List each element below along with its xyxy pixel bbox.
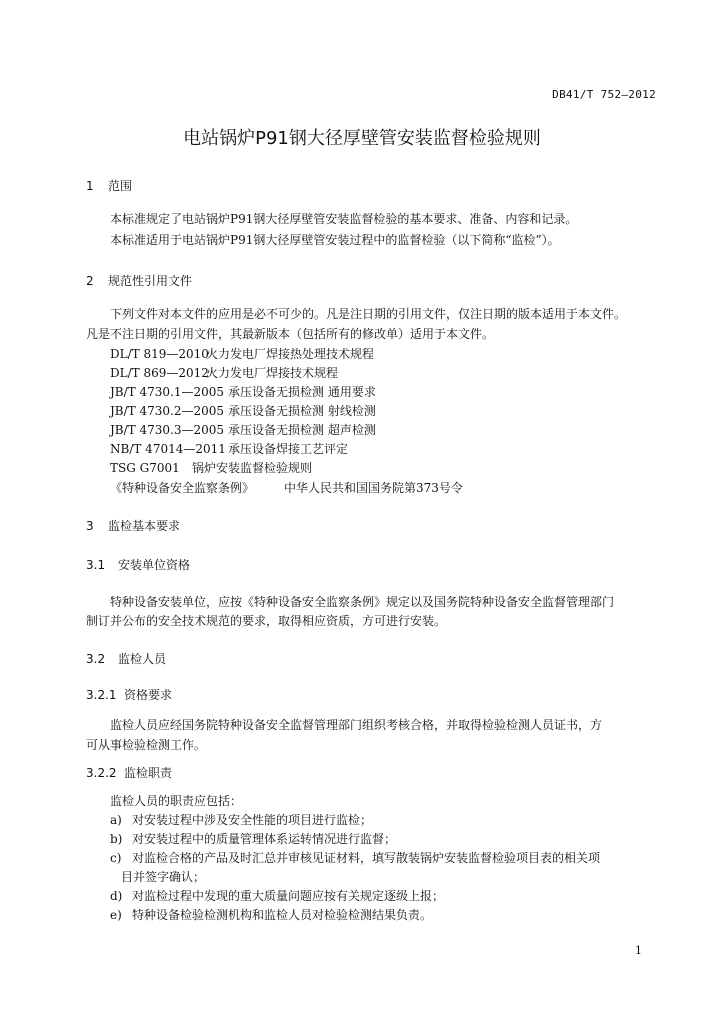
section-title: 监检基本要求 bbox=[108, 519, 181, 533]
reference-item bbox=[110, 421, 680, 440]
reference-item bbox=[110, 402, 680, 421]
list-text: 对安装过程中的质量管理体系运转情况进行监督； bbox=[132, 832, 397, 846]
sec2-intro-line-1: 下列文件对本文件的应用是必不可少的。凡是注日期的引用文件，仅注日期的版本适用于本文件。 bbox=[110, 307, 627, 321]
section-number: 1 bbox=[86, 179, 94, 193]
reference-item bbox=[110, 479, 680, 498]
list-item bbox=[110, 830, 680, 849]
reference-code: NB/T 47014—2011 bbox=[110, 442, 226, 456]
list-text: 对监检过程中发现的重大质量问题应按有关规定逐级上报； bbox=[132, 889, 445, 903]
list-label: d) bbox=[110, 889, 123, 903]
list-text: 对监检合格的产品及时汇总并审核见证材料，填写散装锅炉安装监督检验项目表的相关项 bbox=[132, 851, 601, 865]
section-number: 2 bbox=[86, 274, 94, 288]
reference-item bbox=[110, 383, 680, 402]
reference-title: 火力发电厂焊接热处理技术规程 bbox=[206, 347, 375, 361]
subsection-3-2-heading bbox=[86, 650, 166, 667]
list-item bbox=[110, 906, 680, 925]
list-text: 对安装过程中涉及安全性能的项目进行监检； bbox=[132, 813, 373, 827]
subsection-3-1-heading bbox=[86, 556, 190, 573]
subsection-number: 3.1 bbox=[86, 558, 106, 572]
sec3-1-line-1: 特种设备安装单位，应按《特种设备安全监察条例》规定以及国务院特种设备安全监督管理部门 bbox=[110, 595, 615, 609]
sec3-2-2-intro: 监检人员的职责应包括： bbox=[110, 794, 243, 808]
sec3-1-line-2: 制订并公布的安全技术规范的要求，取得相应资质，方可进行安装。 bbox=[86, 614, 447, 628]
section-title: 范围 bbox=[108, 179, 133, 193]
sec3-2-1-line-2: 可从事检验检测工作。 bbox=[86, 738, 207, 752]
subsection-3-2-2-heading bbox=[86, 764, 172, 781]
list-item bbox=[110, 887, 680, 906]
reference-title: 承压设备无损检测 射线检测 bbox=[228, 404, 376, 418]
subsection-title: 安装单位资格 bbox=[118, 558, 191, 572]
list-item bbox=[110, 811, 680, 830]
list-label: a) bbox=[110, 813, 122, 827]
sec1-paragraph-2: 本标准适用于电站锅炉P91钢大径厚壁管安装过程中的监督检验（以下简称“监检”）。 bbox=[110, 233, 560, 247]
reference-item bbox=[110, 440, 680, 459]
list-item-continuation: 目并签字确认； bbox=[121, 870, 206, 884]
section-2-heading bbox=[86, 272, 192, 289]
document-title: 电站锅炉P91钢大径厚壁管安装监督检验规则 bbox=[183, 128, 541, 149]
subsection-number: 3.2 bbox=[86, 652, 106, 666]
subsection-title: 资格要求 bbox=[124, 688, 173, 702]
reference-item bbox=[110, 364, 680, 383]
reference-code: DL/T 819—2010 bbox=[110, 347, 209, 361]
subsection-title: 监检人员 bbox=[118, 652, 167, 666]
list-label: b) bbox=[110, 832, 123, 846]
list-item bbox=[110, 849, 680, 868]
section-3-heading bbox=[86, 517, 180, 534]
reference-title: 承压设备无损检测 超声检测 bbox=[228, 423, 376, 437]
section-number: 3 bbox=[86, 519, 94, 533]
sec2-intro-line-2: 凡是不注日期的引用文件，其最新版本（包括所有的修改单）适用于本文件。 bbox=[86, 327, 495, 341]
reference-title: 承压设备焊接工艺评定 bbox=[228, 442, 349, 456]
subsection-title: 监检职责 bbox=[124, 766, 173, 780]
reference-code: JB/T 4730.1—2005 bbox=[110, 385, 225, 399]
reference-code: DL/T 869—2012 bbox=[110, 366, 209, 380]
reference-code: JB/T 4730.2—2005 bbox=[110, 404, 225, 418]
reference-code: JB/T 4730.3—2005 bbox=[110, 423, 225, 437]
page-number: 1 bbox=[635, 944, 642, 957]
sec1-paragraph-1: 本标准规定了电站锅炉P91钢大径厚壁管安装监督检验的基本要求、准备、内容和记录。 bbox=[110, 212, 578, 226]
reference-title: 中华人民共和国国务院第373号令 bbox=[284, 481, 463, 495]
subsection-3-2-1-heading bbox=[86, 686, 172, 703]
standard-number: DB41/T 752—2012 bbox=[552, 88, 656, 101]
reference-code: 《特种设备安全监察条例》 bbox=[110, 481, 255, 495]
subsection-number: 3.2.1 bbox=[86, 688, 117, 702]
list-label: e) bbox=[110, 908, 122, 922]
reference-title: 火力发电厂焊接技术规程 bbox=[206, 366, 339, 380]
list-label: c) bbox=[110, 851, 122, 865]
section-1-heading bbox=[86, 177, 132, 194]
reference-title: 承压设备无损检测 通用要求 bbox=[228, 385, 376, 399]
reference-item bbox=[110, 459, 680, 478]
section-title: 规范性引用文件 bbox=[108, 274, 193, 288]
reference-title: 锅炉安装监督检验规则 bbox=[192, 461, 313, 475]
list-text: 特种设备检验检测机构和监检人员对检验检测结果负责。 bbox=[132, 908, 433, 922]
reference-code: TSG G7001 bbox=[110, 461, 180, 475]
subsection-number: 3.2.2 bbox=[86, 766, 117, 780]
sec3-2-1-line-1: 监检人员应经国务院特种设备安全监督管理部门组织考核合格，并取得检验检测人员证书，方 bbox=[110, 718, 603, 732]
reference-item bbox=[110, 345, 680, 364]
